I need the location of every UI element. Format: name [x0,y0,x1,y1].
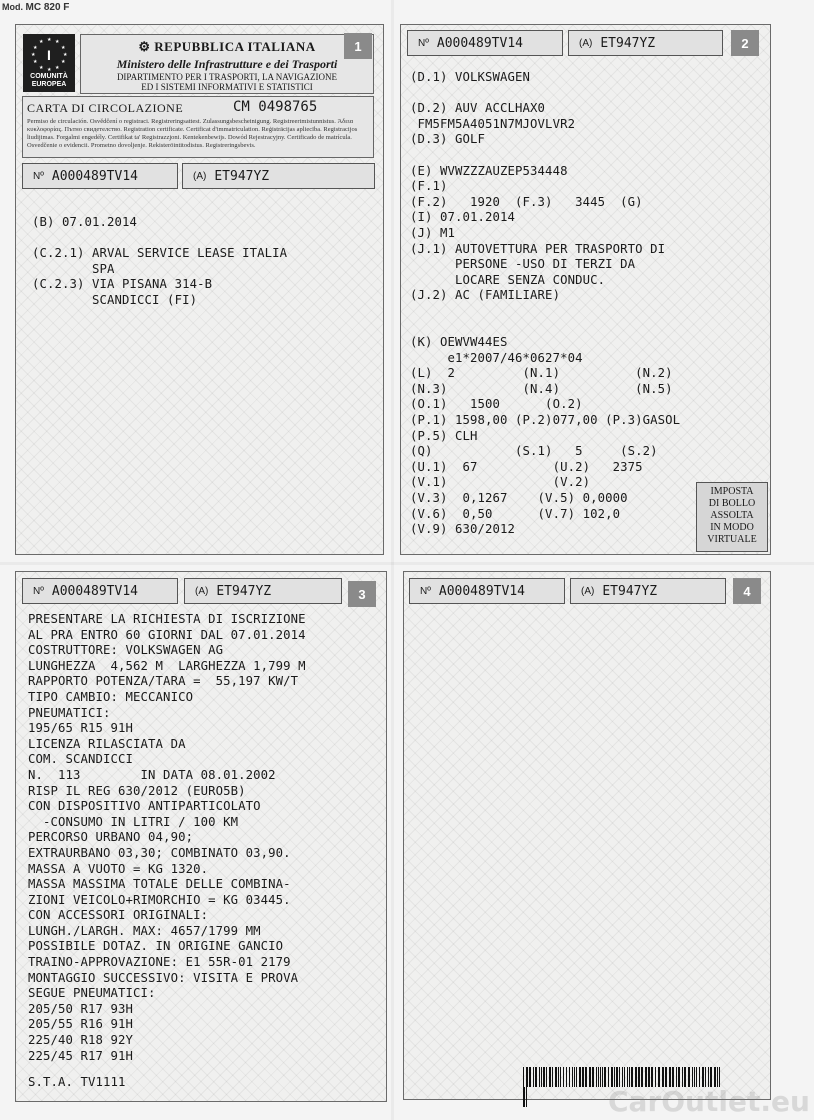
field-line: -CONSUMO IN LITRI / 100 KM [28,814,239,829]
field-line: (U.1) 67 (U.2) 2375 [410,459,643,474]
field-line: PERSONE -USO DI TERZI DA [410,257,636,272]
stamp-duty-box: IMPOSTA DI BOLLO ASSOLTA IN MODO VIRTUALE [696,482,768,552]
department-line1: DIPARTIMENTO PER I TRASPORTI, LA NAVIGAZIONE [116,72,338,82]
field-line: (K) OEWVW44ES [410,335,508,350]
plate-box: (A) ET947YZ [184,578,342,604]
field-line: TIPO CAMBIO: MECCANICO [28,689,194,704]
eu-label-line2: EUROPEA [31,81,67,88]
field-line: MASSA A VUOTO = KG 1320. [28,861,209,876]
panel-2 [400,24,771,555]
field-line: PERCORSO URBANO 04,90; [28,830,194,845]
registration-number: A000489TV14 [436,35,523,51]
field-line: (Q) (S.1) 5 (S.2) [410,444,658,459]
field-line: (D.1) VOLKSWAGEN [410,70,531,84]
watermark: CarOutlet.eu [608,1085,810,1118]
plate-number: ET947YZ [216,583,272,599]
field-line: EXTRAURBANO 03,30; COMBINATO 03,90. [28,845,291,860]
field-line: (B) 07.01.2014 [32,215,138,229]
barcode [523,1067,723,1087]
field-line: LUNGHEZZA 4,562 M LARGHEZZA 1,799 M [28,658,306,673]
field-line [410,304,680,320]
ministry-header [80,34,374,94]
form-code: Mod. MC 820 F [2,2,70,13]
multilingual-titles: Permiso de circulación. Osvědčení o registraci. Registreringsattest. Zulassungsbescheinigung. Registreerimistunnistus. Άδεια κυκλοφορίας. Пътно свидетелство. Registration certificate. Certificat d'immatriculation. Reģistrācijas apliecība. Registracijos liudijimas. Forgalmi engedély. Certifikat ta' Registrazzjoni. Kentekenbewijs. Dowód Rejestracyjny. Certificado de matrícula. Osvedčenie o evidencii. Prometno dovoljenje. Rekisteröintitodistus. Registreringsbevis. [27,118,358,149]
panel-4 [403,571,771,1100]
field-line: (O.1) 1500 (O.2) [410,397,583,412]
field-line: AL PRA ENTRO 60 GIORNI DAL 07.01.2014 [28,627,306,642]
registration-number-box: Nº A000489TV14 [409,578,565,604]
registration-number: A000489TV14 [51,168,138,184]
document-title-box [22,96,374,158]
field-line: 205/50 R17 93H [28,1001,134,1016]
field-line: N. 113 IN DATA 08.01.2002 [28,767,276,782]
field-line: (P.1) 1598,00 (P.2)077,00 (P.3)GASOL [410,413,681,428]
field-line: POSSIBILE DOTAZ. IN ORIGINE GANCIO [28,939,284,954]
field-line: CON ACCESSORI ORIGINALI: [28,908,209,923]
field-line: (D.2) AUV ACCLHAX0 [410,101,546,116]
field-line: PRESENTARE LA RICHIESTA DI ISCRIZIONE [28,612,306,626]
field-line: (C.2.3) VIA PISANA 314-B [32,277,213,292]
field-line: LOCARE SENZA CONDUC. [410,272,606,287]
panel-number-3: 3 [348,581,376,607]
registration-number-box: Nº A000489TV14 [407,30,563,56]
registration-number-box: Nº A000489TV14 [22,163,178,189]
field-line: RISP IL REG 630/2012 (EURO5B) [28,783,246,798]
field-line: COSTRUTTORE: VOLKSWAGEN AG [28,643,224,658]
field-line: (J) M1 [410,225,456,240]
panel-3 [15,571,387,1102]
ministry-name: Ministero delle Infrastrutture e dei Trasporti [116,57,338,71]
field-line: TRAINO-APPROVAZIONE: E1 55R-01 2179 [28,955,291,970]
field-line: (L) 2 (N.1) (N.2) [410,366,673,381]
field-line: FM5FM5A4051N7MJOVLVR2 [410,116,576,131]
fold-line-horizontal [0,562,814,565]
field-line: (V.1) (V.2) [410,475,591,490]
field-line [410,320,680,336]
field-line: (F.2) 1920 (F.3) 3445 (G) [410,194,643,209]
document-title: CARTA DI CIRCOLAZIONE [27,101,184,115]
republic-title: ⚙ REPUBBLICA ITALIANA [138,39,316,54]
field-line: (V.6) 0,50 (V.7) 102,0 [410,506,621,521]
plate-box: (A) ET947YZ [182,163,375,189]
field-line: 225/40 R18 92Y [28,1033,134,1048]
panel-1 [15,24,384,555]
field-line: PNEUMATICI: [28,705,111,720]
field-line: LUNGH./LARGH. MAX: 4657/1799 MM [28,923,261,938]
field-line: (D.3) GOLF [410,132,486,147]
registration-number-box: Nº A000489TV14 [22,578,178,604]
field-line: CON DISPOSITIVO ANTIPARTICOLATO [28,799,261,814]
field-line: (C.2.1) ARVAL SERVICE LEASE ITALIA [32,246,288,261]
document-number: CM 0498765 [233,99,318,115]
field-line [32,231,287,247]
fold-line-vertical [391,0,394,1120]
field-line: (N.3) (N.4) (N.5) [410,381,673,396]
field-line: (J.2) AC (FAMILIARE) [410,288,561,303]
vehicle-fields [410,70,680,538]
plate-box: (A) ET947YZ [568,30,723,56]
field-line: (P.5) CLH [410,428,478,443]
field-line: SCANDICCI (FI) [32,292,198,307]
field-line: 225/45 R17 91H [28,1048,134,1063]
field-line: (V.9) 630/2012 [410,522,516,537]
field-line: (I) 07.01.2014 [410,210,516,225]
field-line: MONTAGGIO SUCCESSIVO: VISITA E PROVA [28,970,299,985]
field-line: (V.3) 0,1267 (V.5) 0,0000 [410,491,628,506]
field-line: LICENZA RILASCIATA DA [28,736,186,751]
panel-number-1: 1 [344,33,372,59]
panel-number-4: 4 [733,578,761,604]
field-line: RAPPORTO POTENZA/TARA = 55,197 KW/T [28,674,299,689]
plate-number: ET947YZ [602,583,658,599]
field-line: e1*2007/46*0627*04 [410,350,583,365]
field-line: 195/65 R15 91H [28,721,134,736]
field-line: COM. SCANDICCI [28,752,134,767]
field-line [410,148,680,164]
emblem-icon: ⚙ [138,39,151,54]
registration-number: A000489TV14 [51,583,138,599]
eu-emblem [23,34,75,92]
field-line: ZIONI VEICOLO+RIMORCHIO = KG 03445. [28,892,291,907]
eu-stars-icon: ★ ★ ★ ★ ★ ★ ★ ★ ★ ★ ★ ★ I [31,37,68,73]
department-line2: ED I SISTEMI INFORMATIVI E STATISTICI [141,82,313,92]
owner-fields [32,215,287,309]
eu-label-line1: COMUNITÀ [30,73,68,80]
notes-fields [28,612,306,1064]
field-line: SPA [32,261,115,276]
field-line: MASSA MASSIMA TOTALE DELLE COMBINA- [28,877,291,892]
field-line: (F.1) [410,179,448,194]
field-line: (J.1) AUTOVETTURA PER TRASPORTO DI [410,241,666,256]
field-line: SEGUE PNEUMATICI: [28,986,156,1001]
eu-country-letter: I [47,47,51,63]
field-line [410,86,680,102]
field-line: 205/55 R16 91H [28,1017,134,1032]
plate-number: ET947YZ [214,168,270,184]
plate-number: ET947YZ [600,35,656,51]
panel-number-2: 2 [731,30,759,56]
registration-number: A000489TV14 [438,583,525,599]
office-code: S.T.A. TV1111 [28,1075,126,1089]
field-line: (E) WVWZZZAUZEP534448 [410,163,568,178]
plate-box: (A) ET947YZ [570,578,726,604]
